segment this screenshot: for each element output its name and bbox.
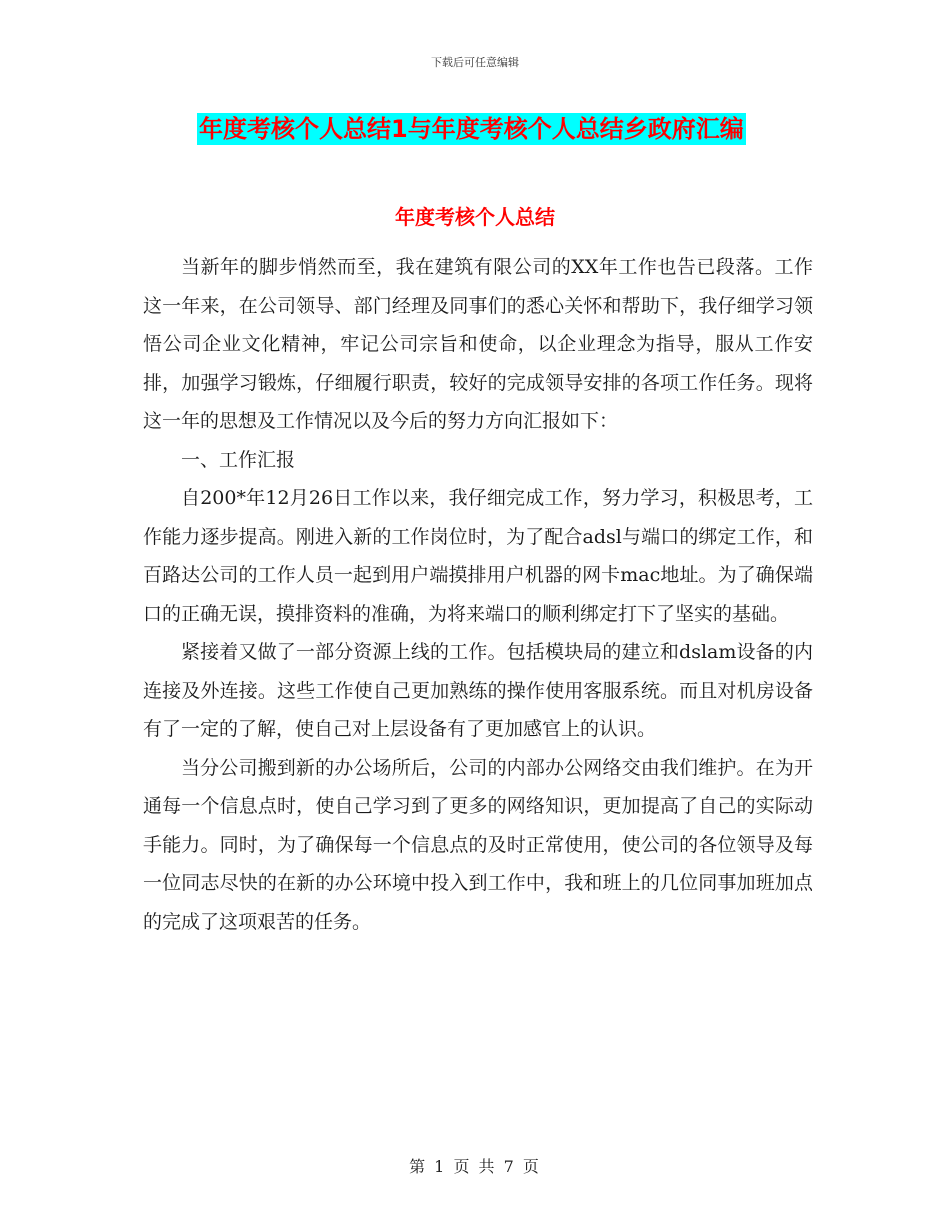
page-footer: 第 1 页 共 7 页 xyxy=(409,1157,541,1176)
page-header-note: 下载后可任意编辑 xyxy=(431,56,519,69)
document-main-title: 年度考核个人总结1与年度考核个人总结乡政府汇编 xyxy=(199,115,744,143)
paragraph-work-start: 自200*年12月26日工作以来，我仔细完成工作，努力学习，积极思考，工作能力逐步提高。刚进入新的工作岗位时，为了配合adsl与端口的绑定工作，和百路达公司的工作人员一起到用户端摸排用户机器的网卡mac地址。为了确保端口的正确无误，摸排资料的准确，为将来端口的顺利绑定打下了坚实的基础。 xyxy=(143,487,813,625)
paragraph-office-network: 当分公司搬到新的办公场所后，公司的内部办公网络交由我们维护。在为开通每一个信息点时，使自己学习到了更多的网络知识，更加提高了自己的实际动手能力。同时，为了确保每一个信息点的及时正常使用，使公司的各位领导及每一位同志尽快的在新的办公环境中投入到工作中，我和班上的几位同事加班加点的完成了这项艰苦的任务。 xyxy=(143,756,813,933)
paragraph-intro: 当新年的脚步悄然而至，我在建筑有限公司的XX年工作也告已段落。工作这一年来，在公司领导、部门经理及同事们的悉心关怀和帮助下，我仔细学习领悟公司企业文化精神，牢记公司宗旨和使命，以企业理念为指导，服从工作安排，加强学习锻炼，仔细履行职责，较好的完成领导安排的各项工作任务。现将这一年的思想及工作情况以及今后的努力方向汇报如下： xyxy=(143,256,813,432)
section-title: 年度考核个人总结 xyxy=(395,205,555,229)
heading-work-report: 一、工作汇报 xyxy=(181,448,296,471)
document-body xyxy=(143,248,813,941)
paragraph-resource-online: 紧接着又做了一部分资源上线的工作。包括模块局的建立和dslam设备的内连接及外连接。这些工作使自己更加熟练的操作使用客服系统。而且对机房设备有了一定的了解，使自己对上层设备有了更加感官上的认识。 xyxy=(143,641,813,740)
